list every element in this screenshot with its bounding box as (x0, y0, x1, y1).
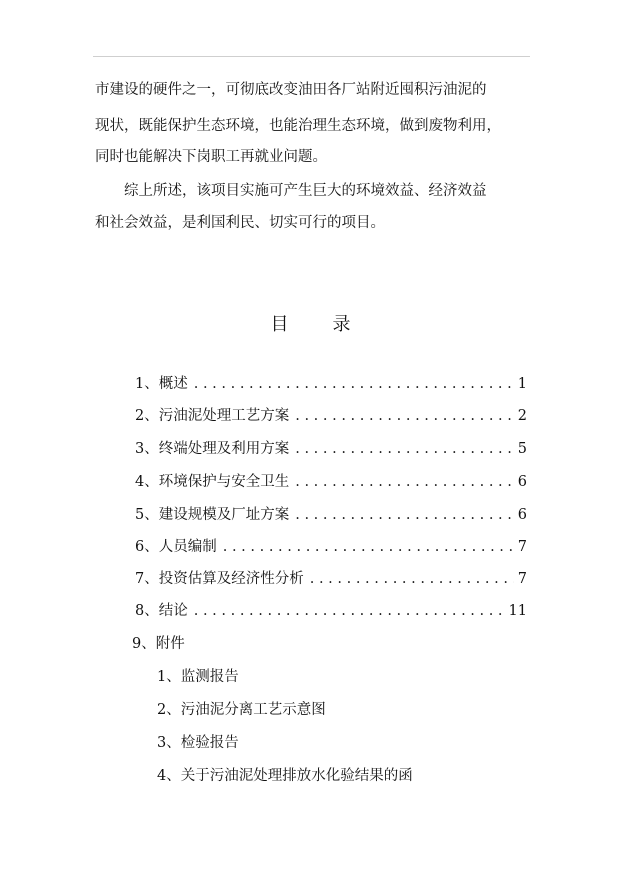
toc-item-number: 3、 (135, 441, 159, 457)
toc-item-page: 11 (508, 603, 527, 619)
paragraph-line: 现状，既能保护生态环境，也能治理生态环境，做到废物利用， (95, 118, 501, 134)
toc-title (0, 310, 621, 336)
paragraph-line: 和社会效益，是利国利民、切实可行的项目。 (95, 215, 385, 231)
toc-item-label: 附件 (155, 636, 185, 652)
toc-item-number: 1、 (135, 376, 159, 392)
appendix-subitem[interactable]: 4、关于污油泥处理排放水化验结果的函 (157, 768, 413, 784)
toc-leader-dots (295, 406, 514, 426)
toc-item-label: 环境保护与安全卫生 (158, 474, 290, 490)
header-rule (93, 56, 530, 57)
toc-title-char: 录 (332, 314, 351, 335)
toc-item-page: 6 (517, 474, 527, 490)
toc-leader-dots (310, 569, 514, 589)
paragraph-line: 同时也能解决下岗职工再就业问题。 (95, 149, 327, 165)
appendix-subitem[interactable]: 2、污油泥分离工艺示意图 (157, 702, 326, 718)
toc-item-page: 6 (517, 507, 527, 523)
toc-item-label: 终端处理及利用方案 (158, 441, 290, 457)
toc-item-number: 8、 (135, 603, 159, 619)
toc-leader-dots (194, 374, 514, 394)
toc-item[interactable] (135, 537, 527, 557)
toc-leader-dots (194, 601, 505, 621)
toc-title-char: 目 (270, 314, 289, 335)
toc-item[interactable] (135, 601, 527, 621)
toc-leader-dots (223, 537, 514, 557)
toc-item-label: 建设规模及厂址方案 (158, 507, 290, 523)
toc-item-page: 2 (517, 408, 527, 424)
toc-item-number: 7、 (135, 571, 159, 587)
toc-leader-dots (295, 439, 514, 459)
toc-item-number: 4、 (135, 474, 159, 490)
toc-item-number: 5、 (135, 507, 159, 523)
toc-item-page: 7 (517, 571, 527, 587)
toc-item-label: 概述 (158, 376, 188, 392)
toc-leader-dots (295, 505, 514, 525)
toc-appendix[interactable] (132, 634, 524, 654)
toc-item-label: 结论 (158, 603, 188, 619)
toc-item-label: 污油泥处理工艺方案 (158, 408, 290, 424)
toc-item[interactable] (135, 374, 527, 394)
toc-item-number: 2、 (135, 408, 159, 424)
toc-item[interactable] (135, 472, 527, 492)
toc-item-number: 6、 (135, 539, 159, 555)
toc-leader-dots (295, 472, 514, 492)
toc-item-label: 投资估算及经济性分析 (158, 571, 304, 587)
toc-item[interactable] (135, 505, 527, 525)
toc-item-page: 1 (517, 376, 527, 392)
paragraph-line: 市建设的硬件之一，可彻底改变油田各厂站附近囤积污油泥的 (95, 82, 487, 98)
toc-item-page: 7 (517, 539, 527, 555)
toc-item[interactable] (135, 439, 527, 459)
toc-item[interactable] (135, 569, 527, 589)
appendix-subitem[interactable]: 1、监测报告 (157, 669, 239, 685)
toc-item[interactable] (135, 406, 527, 426)
toc-item-label: 人员编制 (158, 539, 217, 555)
toc-item-page: 5 (517, 441, 527, 457)
toc-item-number: 9、 (132, 636, 156, 652)
paragraph-line: 综上所述，该项目实施可产生巨大的环境效益、经济效益 (124, 183, 487, 199)
appendix-subitem[interactable]: 3、检验报告 (157, 735, 239, 751)
